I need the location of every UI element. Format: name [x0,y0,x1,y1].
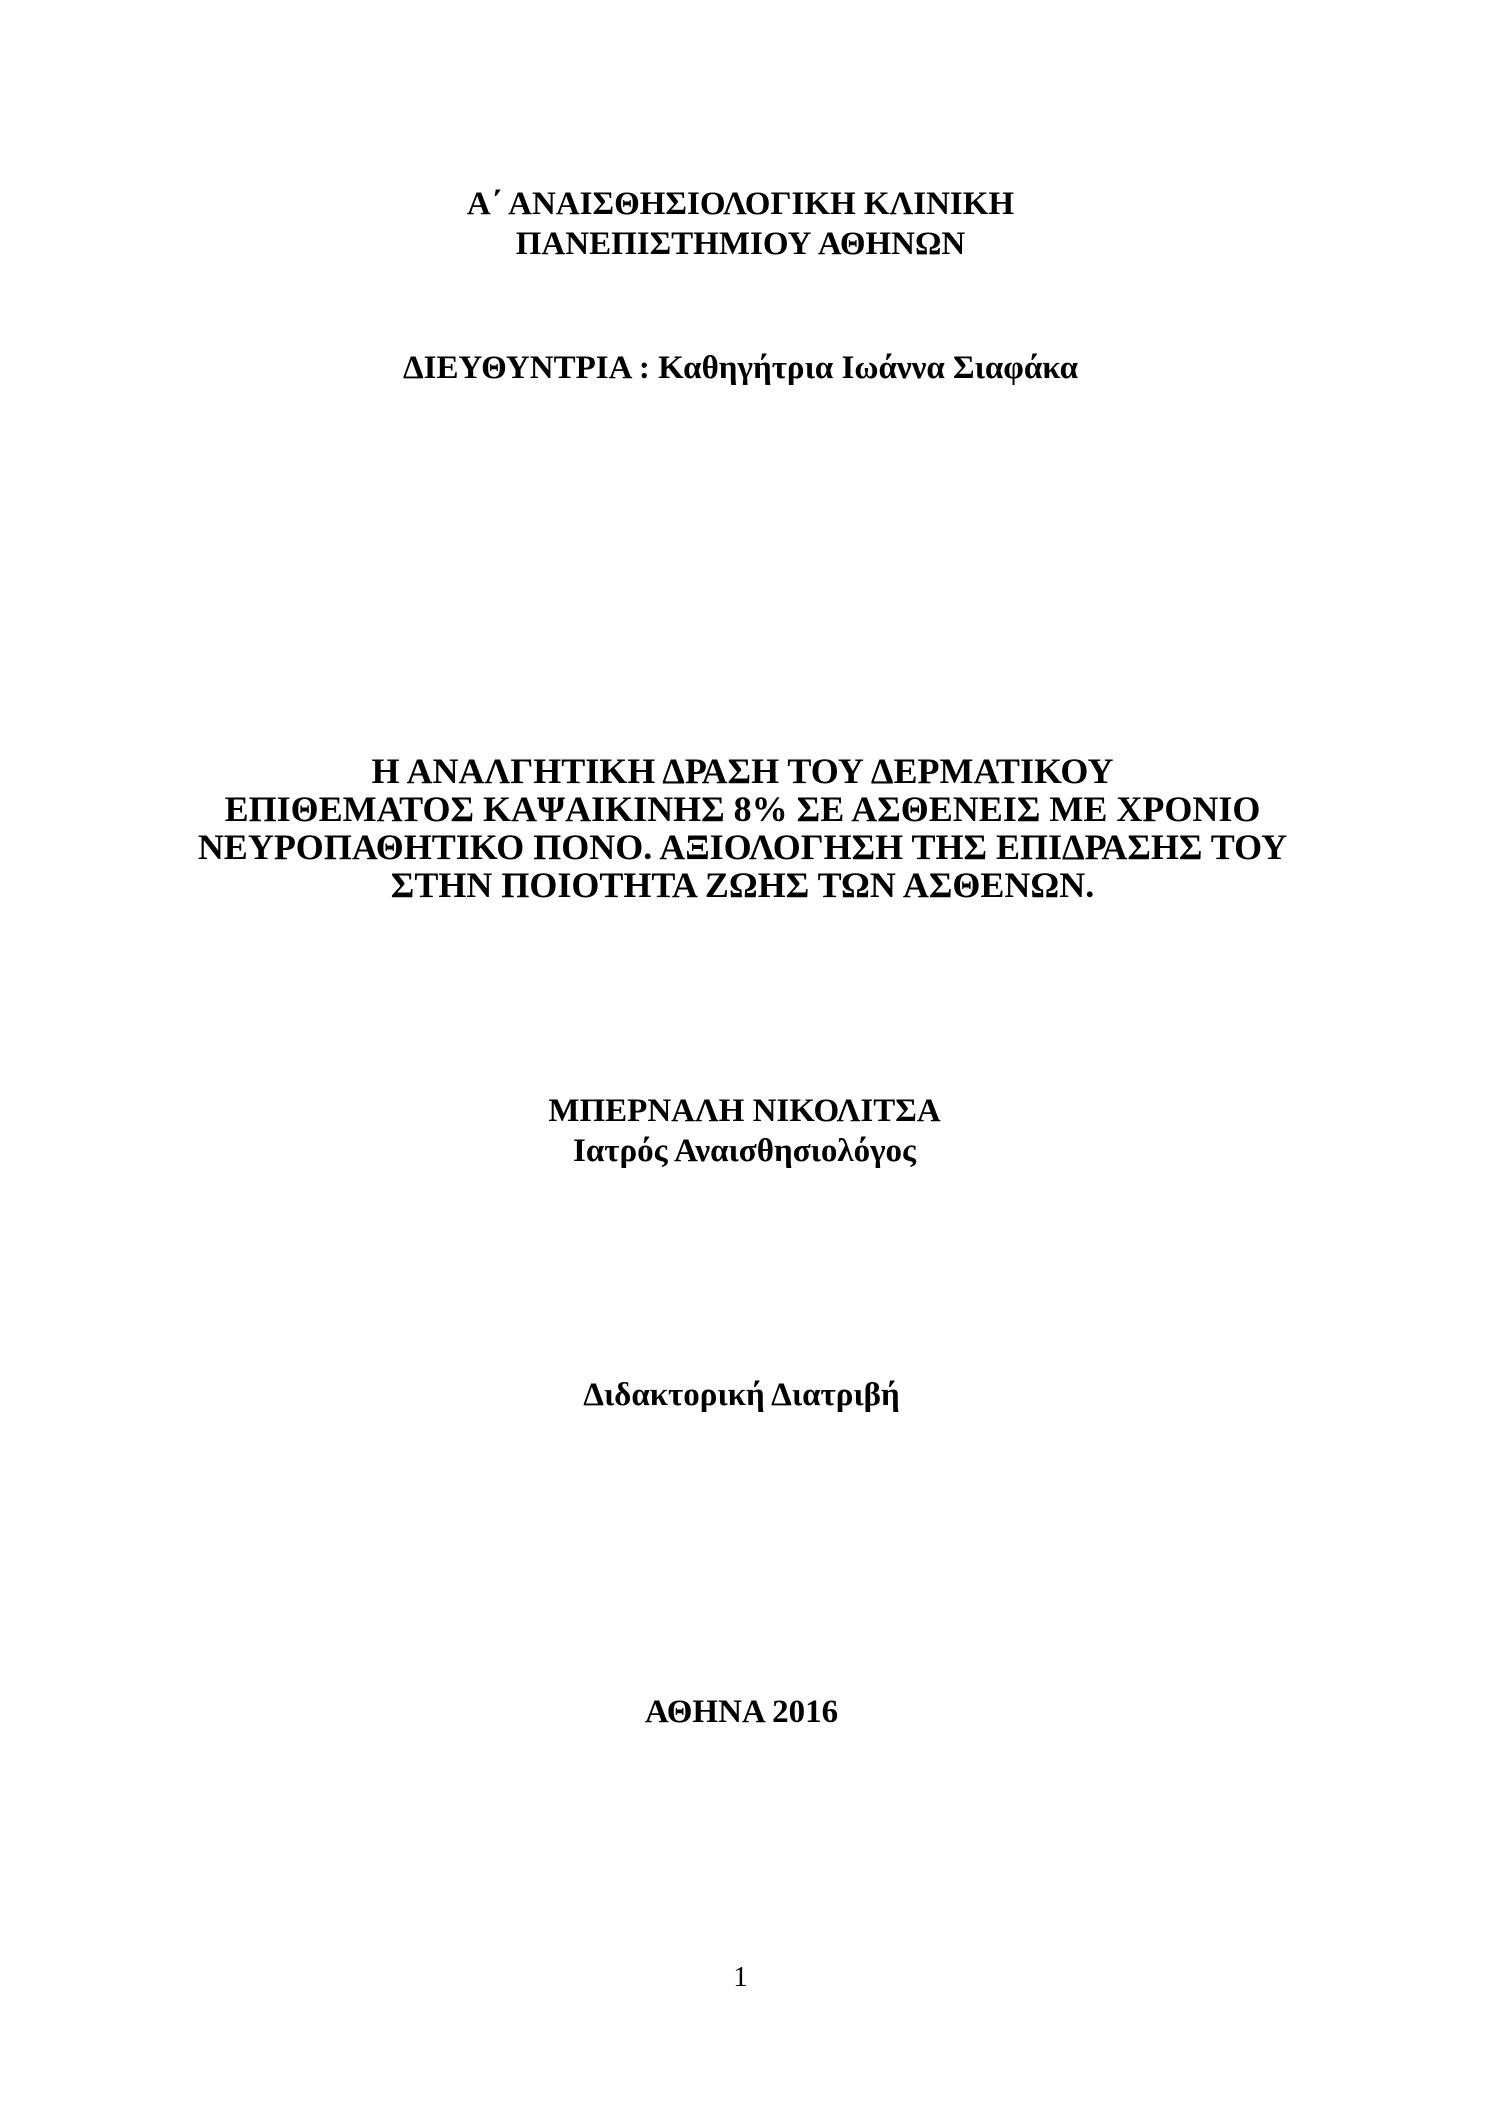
place-year [0,1692,1486,1732]
director-line [0,348,1485,388]
thesis-type [0,1375,1486,1415]
institution-header [0,184,1485,264]
author-block [0,1091,1489,1171]
title-line-2: ΕΠΙΘΕΜΑΤΟΣ ΚΑΨΑΙΚΙΝΗΣ 8% ΣΕ ΑΣΘΕΝΕΙΣ ΜΕ ΧΡΟΝΙΟ [224,789,1261,829]
page-number: 1 [733,1961,748,1993]
title-line-4: ΣΤΗΝ ΠΟΙΟΤΗΤΑ ΖΩΗΣ ΤΩΝ ΑΣΘΕΝΩΝ. [390,865,1095,905]
author-role: Ιατρός Αναισθησιολόγος [573,1133,916,1169]
thesis-title [0,752,1487,904]
university-name: ΠΑΝΕΠΙΣΤΗΜΙΟΥ ΑΘΗΝΩΝ [515,226,966,262]
clinic-name: Α΄ ΑΝΑΙΣΘΗΣΙΟΛΟΓΙΚΗ ΚΛΙΝΙΚΗ [466,186,1015,222]
author-name: ΜΠΕΡΝΑΛΗ ΝΙΚΟΛΙΤΣΑ [548,1093,941,1129]
thesis-type-text: Διδακτορική Διατριβή [583,1377,900,1413]
title-line-3: ΝΕΥΡΟΠΑΘΗΤΙΚΟ ΠΟΝΟ. ΑΞΙΟΛΟΓΗΣΗ ΤΗΣ ΕΠΙΔΡΑΣΗΣ ΤΟΥ [197,827,1288,867]
place-year-text: ΑΘΗΝΑ 2016 [644,1694,839,1730]
director-text: ΔΙΕΥΘΥΝΤΡΙΑ : Καθηγήτρια Ιωάννα Σιαφάκα [402,350,1079,386]
title-line-1: Η ΑΝΑΛΓΗΤΙΚΗ ΔΡΑΣΗ ΤΟΥ ΔΕΡΜΑΤΙΚΟΥ [371,751,1114,791]
